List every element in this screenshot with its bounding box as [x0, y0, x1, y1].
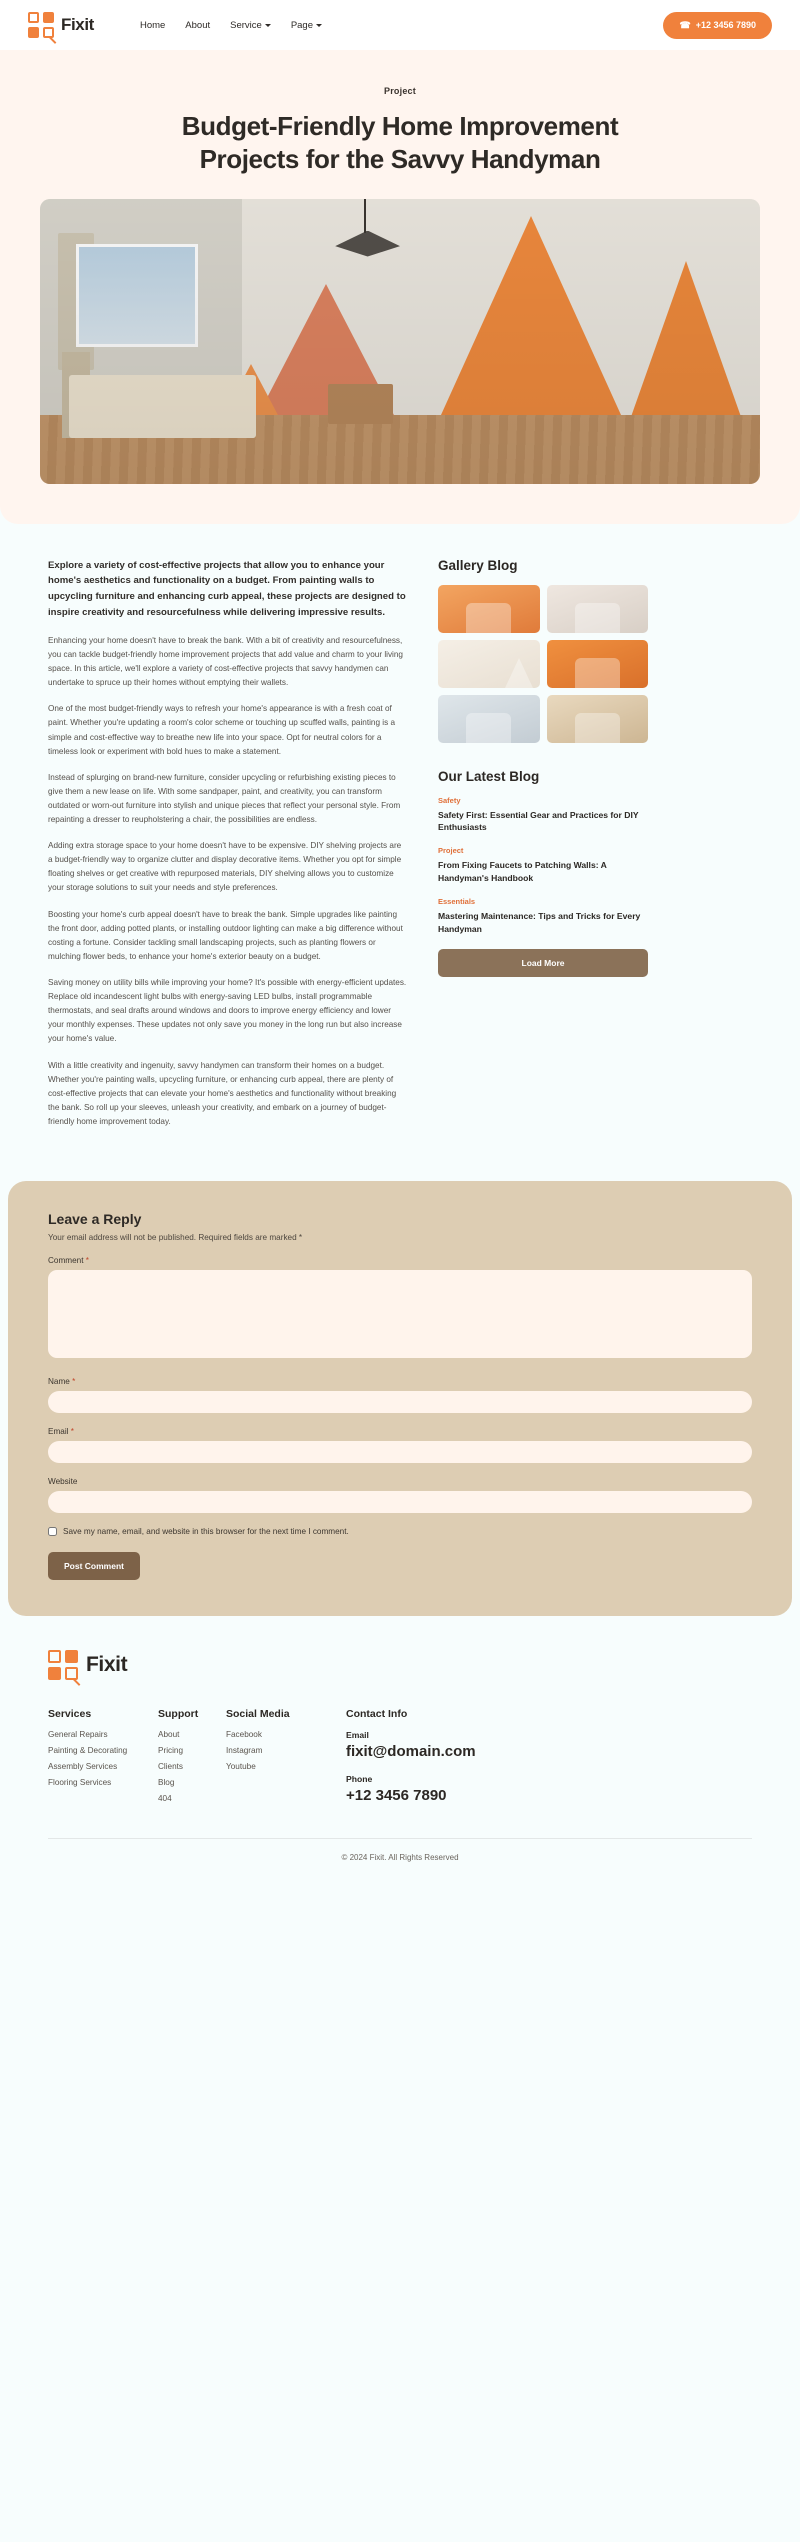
site-header — [0, 0, 800, 50]
footer-link[interactable]: Assembly Services — [48, 1762, 118, 1772]
required-marker: * — [72, 1377, 76, 1387]
footer-column-title: Support — [158, 1708, 199, 1721]
nav-item-about[interactable] — [185, 20, 210, 31]
footer-link[interactable]: Facebook — [226, 1730, 262, 1740]
nav-label: About — [185, 19, 211, 31]
nav-item-service[interactable] — [230, 20, 271, 31]
footer-link[interactable]: General Repairs — [48, 1730, 108, 1740]
leave-a-reply-section — [8, 1181, 792, 1616]
gallery-image-3[interactable] — [438, 640, 540, 688]
footer-link[interactable]: Instagram — [226, 1746, 263, 1756]
phone-cta-label: +12 3456 7890 — [695, 20, 756, 30]
gallery-image-6[interactable] — [547, 695, 649, 743]
hero-image — [40, 199, 760, 484]
copyright-text: © 2024 Fixit. All Rights Reserved — [341, 1853, 459, 1863]
save-info-label: Save my name, email, and website in this browser for the next time I comment. — [63, 1527, 349, 1537]
contact-info-title: Contact Info — [346, 1708, 408, 1721]
footer-column-contact — [346, 1708, 752, 1818]
gallery-image-2[interactable] — [547, 585, 649, 633]
article-paragraph: Enhancing your home doesn't have to break the bank. With a bit of creativity and resourcefulness, you can tackle budget-friendly home improvement projects that add value and charm to your living space. In this article, we'll explore a variety of cost-effective projects that savvy handymen can undertake to spruce up their homes without emptying their wallets. — [48, 635, 403, 688]
email-input[interactable] — [48, 1441, 752, 1463]
logo-text: Fixit — [61, 15, 94, 34]
phone-icon: ☎ — [679, 19, 691, 30]
footer-column-title: Social Media — [226, 1708, 290, 1721]
website-input[interactable] — [48, 1491, 752, 1513]
article-paragraph: Instead of splurging on brand-new furniture, consider upcycling or refurbishing existing pieces to give them a new lease on life. With some sandpaper, paint, and creativity, you can transform outdated or worn-out furniture into stylish and unique pieces that reflect your personal style. From repainting a dresser to reupholstering a chair, the possibilities are endless. — [48, 772, 401, 825]
gallery-grid — [438, 585, 648, 743]
load-more-button[interactable]: Load More — [438, 949, 648, 977]
nav-label: Page — [290, 19, 313, 31]
footer-link[interactable]: About — [158, 1730, 180, 1740]
footer-logo[interactable] — [48, 1650, 752, 1680]
content-area — [0, 524, 800, 1182]
footer-column-title: Services — [48, 1708, 92, 1721]
article-paragraph: With a little creativity and ingenuity, savvy handymen can transform their homes on a budget. Whether you're painting walls, upcycling furniture, or enhancing curb appeal, there are plenty of cost-effective projects that can elevate your home's aesthetics and functionality without breaking the bank. So roll up your sleeves, unleash your creativity, and embark on a journey of budget-friendly home improvement today. — [48, 1060, 397, 1127]
reply-section-wrapper — [0, 1181, 800, 1616]
footer-column-support — [158, 1708, 226, 1818]
footer-columns — [48, 1708, 752, 1818]
blog-category: Essentials — [438, 897, 476, 907]
sidebar — [438, 558, 648, 1142]
email-label-text: Email — [48, 1427, 69, 1437]
required-marker: * — [85, 1256, 89, 1266]
latest-blog-title: Our Latest Blog — [438, 768, 540, 784]
footer-link[interactable]: Youtube — [226, 1762, 256, 1772]
article-column — [48, 558, 408, 1142]
latest-blog-list — [438, 796, 648, 936]
footer-link[interactable]: Pricing — [158, 1746, 184, 1756]
chevron-down-icon — [265, 24, 271, 27]
footer-column-services — [48, 1708, 158, 1818]
comment-label-text: Comment — [48, 1256, 84, 1266]
blog-category: Safety — [438, 795, 461, 805]
reply-note: Your email address will not be published. Required fields are marked * — [48, 1233, 303, 1243]
footer-link[interactable]: Blog — [158, 1778, 175, 1788]
list-item[interactable] — [438, 796, 648, 834]
list-item[interactable] — [438, 846, 648, 884]
footer-link[interactable]: Clients — [158, 1762, 184, 1772]
footer-link[interactable]: Flooring Services — [48, 1778, 112, 1788]
gallery-image-4[interactable] — [547, 640, 649, 688]
name-label — [48, 1377, 752, 1386]
email-label — [48, 1427, 752, 1436]
blog-category: Project — [438, 846, 464, 856]
post-comment-button[interactable]: Post Comment — [48, 1552, 140, 1580]
phone-label: Phone — [346, 1774, 373, 1785]
article-paragraph: Boosting your home's curb appeal doesn't have to break the bank. Simple upgrades like painting the front door, adding potted plants, or installing outdoor lighting can make a big difference without costing a fortune. Consider tackling small landscaping projects, such as planting flowers or mulching flower beds, to enhance your home's exterior beauty on a budget. — [48, 909, 403, 961]
footer-link[interactable]: Painting & Decorating — [48, 1746, 128, 1756]
required-marker: * — [70, 1427, 74, 1437]
phone-cta-button[interactable] — [663, 12, 772, 39]
email-label: Email — [346, 1730, 369, 1741]
name-input[interactable] — [48, 1391, 752, 1413]
footer-link[interactable]: 404 — [158, 1794, 172, 1804]
article-paragraph: Saving money on utility bills while improving your home? It's possible with energy-efficient updates. Replace old incandescent light bulbs with energy-saving LED bulbs, install programmable thermostats, and seal drafts around windows and doors to improve energy efficiency and lower your monthly expenses. These updates not only save you money in the long run but also increase your home's value. — [48, 978, 407, 1044]
nav-item-home[interactable] — [140, 20, 165, 31]
nav-label: Service — [230, 19, 262, 31]
fixit-logo-icon — [28, 12, 54, 38]
chevron-down-icon — [316, 24, 322, 27]
comment-input[interactable] — [48, 1270, 752, 1358]
article-paragraph: One of the most budget-friendly ways to refresh your home's appearance is with a fresh coat of paint. Whether you're updating a room's color scheme or touching up scuffed walls, painting is a simple and cost-effective way to breathe new life into your space. Opt for neutral colors for a timeless look or experiment with bold hues to make a statement. — [48, 704, 396, 756]
list-item[interactable] — [438, 897, 648, 935]
site-footer — [0, 1616, 800, 1896]
blog-title[interactable]: From Fixing Faucets to Patching Walls: A Handyman's Handbook — [438, 860, 607, 883]
main-nav — [140, 20, 322, 31]
comment-label — [48, 1256, 752, 1265]
blog-title[interactable]: Mastering Maintenance: Tips and Tricks for Every Handyman — [438, 911, 641, 934]
nav-item-page[interactable] — [291, 20, 322, 31]
save-info-checkbox[interactable] — [48, 1527, 57, 1536]
website-label: Website — [48, 1477, 78, 1487]
footer-logo-text: Fixit — [86, 1653, 128, 1677]
email-value[interactable]: fixit@domain.com — [346, 1743, 476, 1761]
site-logo[interactable] — [28, 12, 94, 38]
footer-column-social — [226, 1708, 346, 1818]
page-title: Budget-Friendly Home Improvement Projects for the Savvy Handyman — [181, 111, 619, 175]
name-label-text: Name — [48, 1377, 70, 1387]
save-info-row[interactable] — [48, 1527, 752, 1536]
gallery-title: Gallery Blog — [438, 557, 518, 573]
nav-label: Home — [139, 19, 166, 31]
article-paragraph: Adding extra storage space to your home doesn't have to be expensive. DIY shelving projects are a budget-friendly way to organize clutter and display decorative items. Whether you opt for simple floating shelves or get creative with repurposed materials, DIY shelving allows you to customize your storage solutions to suit your needs and style preferences. — [48, 841, 402, 893]
hero-kicker: Project — [384, 86, 416, 96]
blog-title[interactable]: Safety First: Essential Gear and Practices for DIY Enthusiasts — [438, 809, 639, 832]
gallery-image-5[interactable] — [438, 695, 540, 743]
article-lead: Explore a variety of cost-effective projects that allow you to enhance your home's aesthetics and functionality on a budget. From painting walls to upcycling furniture and enhancing curb appeal, these projects are designed to inspire creativity and resourcefulness while delivering impressive results. — [48, 559, 406, 619]
fixit-logo-icon — [48, 1650, 78, 1680]
phone-value[interactable]: +12 3456 7890 — [346, 1787, 447, 1805]
reply-title: Leave a Reply — [48, 1211, 142, 1228]
hero-section — [0, 50, 800, 524]
gallery-image-1[interactable] — [438, 585, 540, 633]
